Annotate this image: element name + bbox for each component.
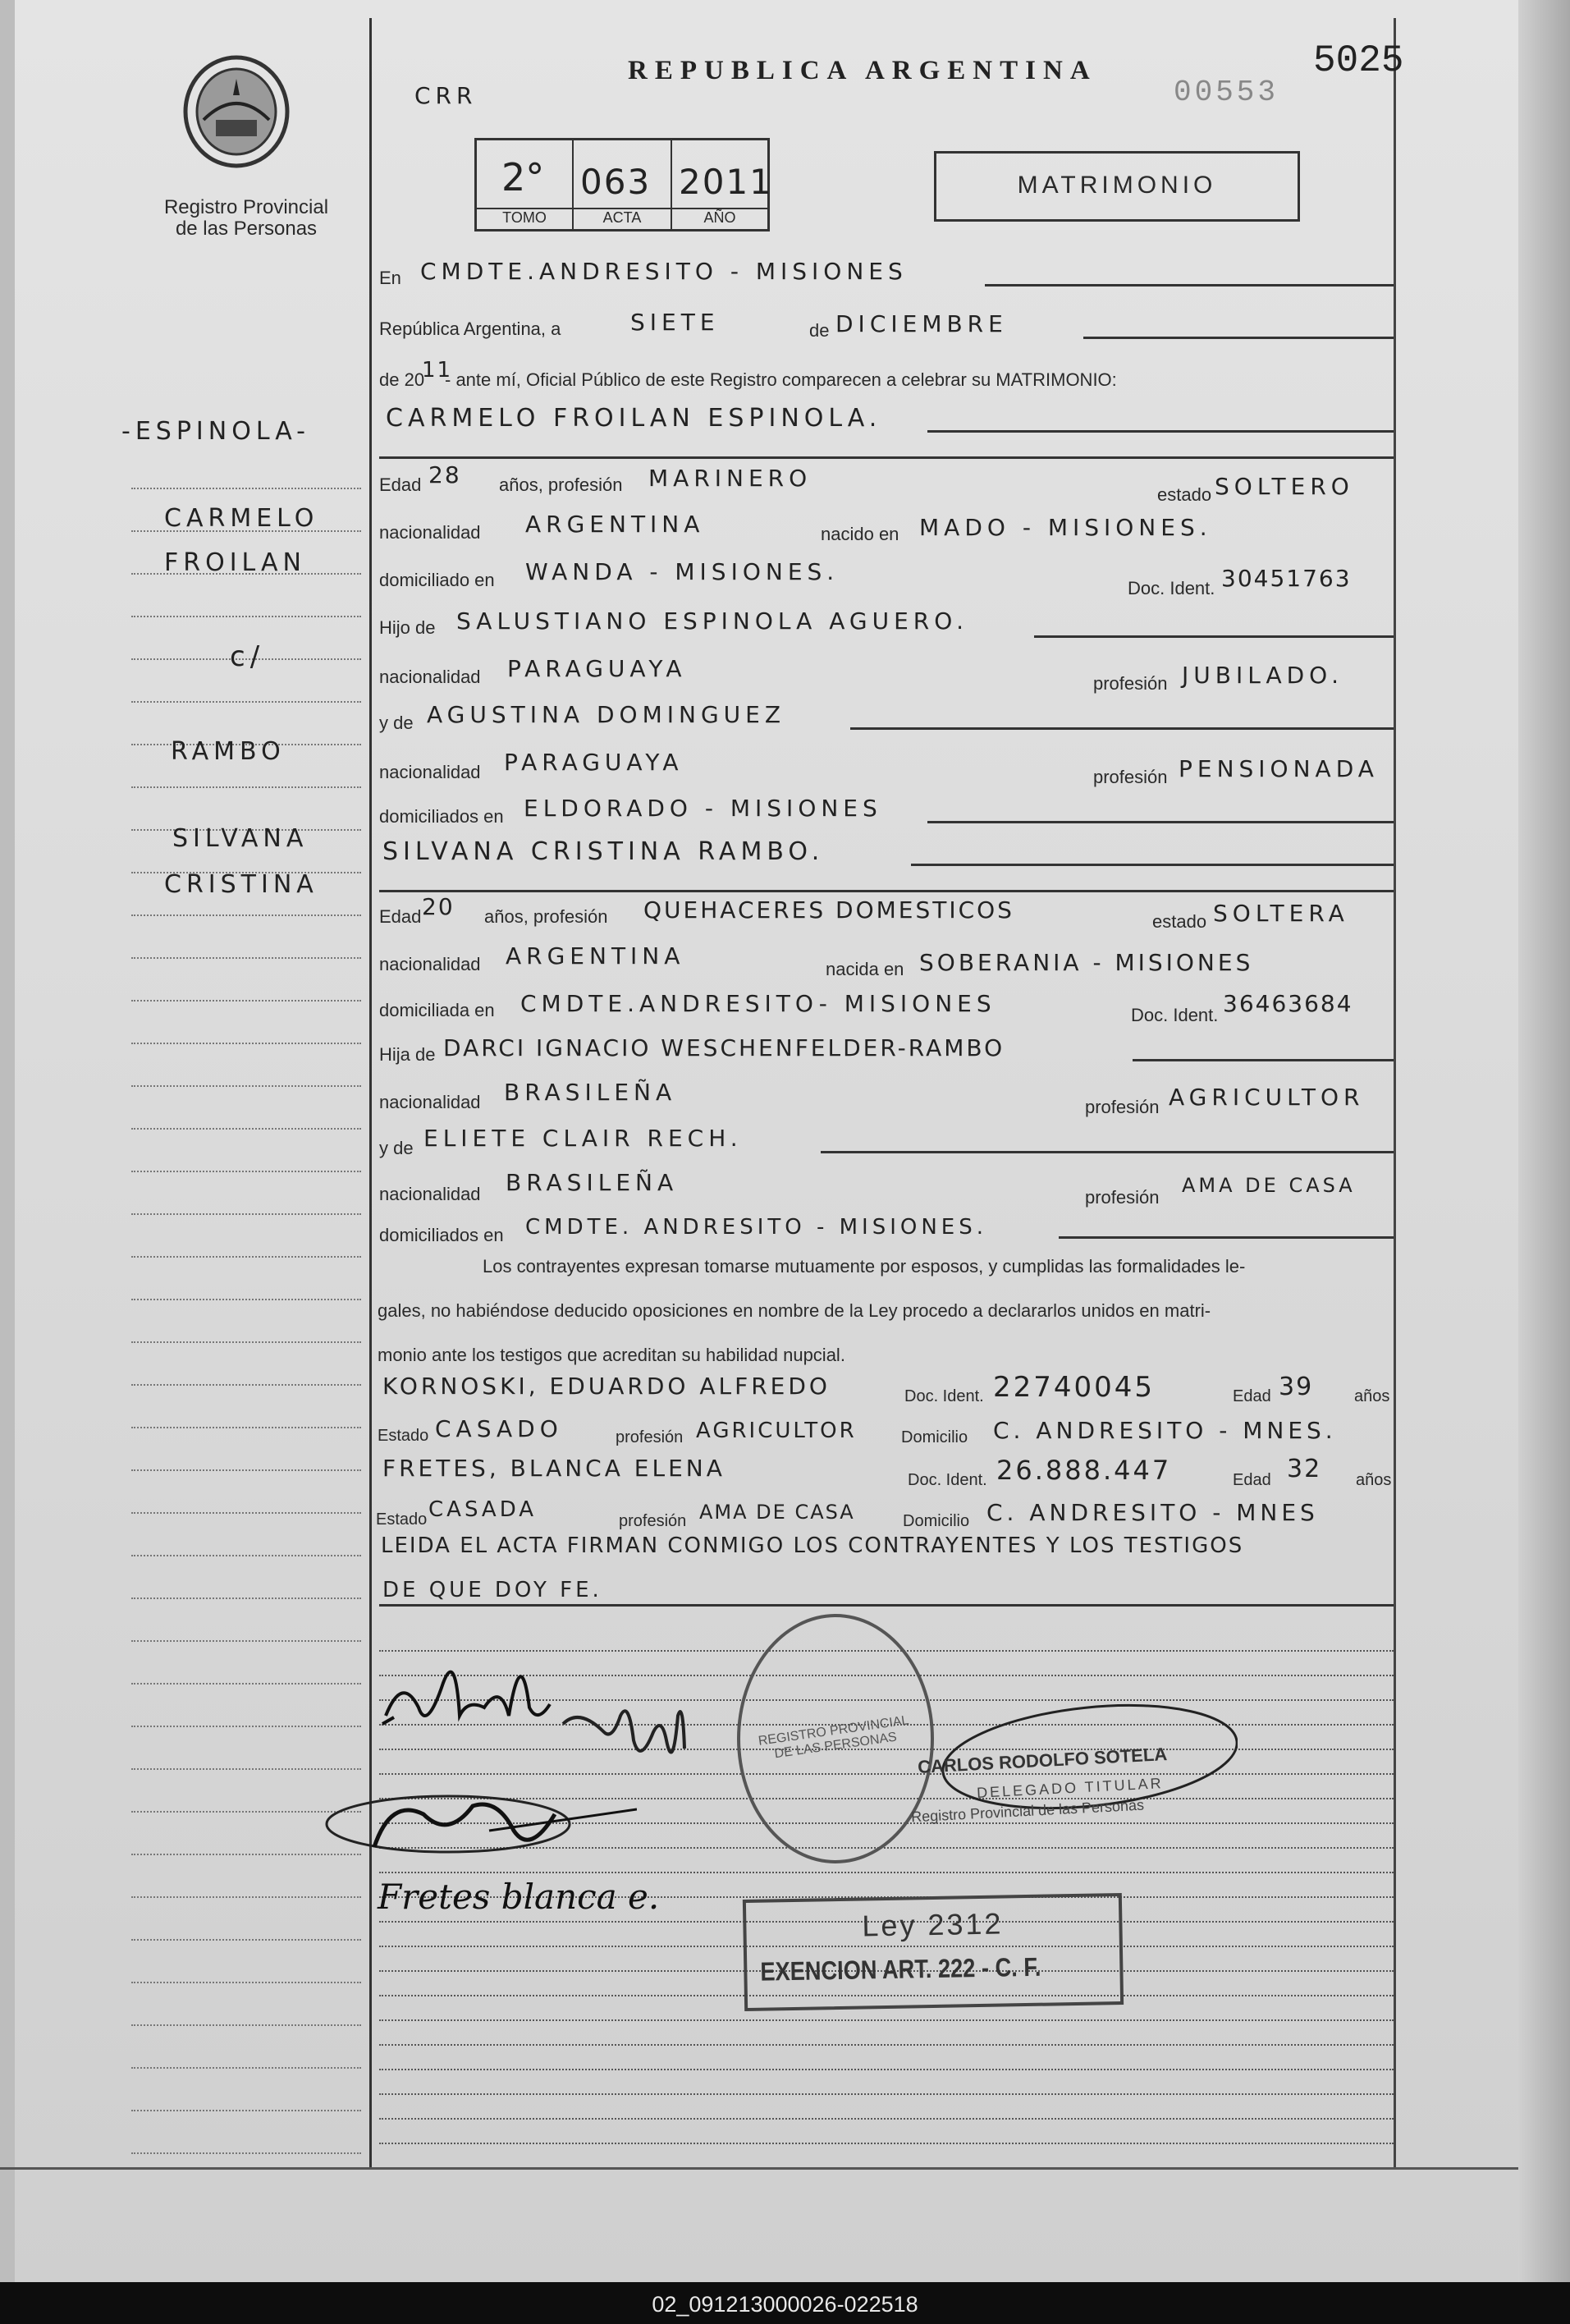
tomo-value: 2° bbox=[501, 155, 545, 199]
witness2-dom: C. ANDRESITO - MNES bbox=[986, 1499, 1319, 1526]
groom-father: SALUSTIANO ESPINOLA AGUERO. bbox=[456, 607, 969, 635]
legal-paragraph-2: gales, no habiéndose deducido oposiciones en nombre de la Ley procedo a declararlos unidos en matri- bbox=[378, 1300, 1211, 1321]
witness2-signature: Fretes blanca e. bbox=[378, 1877, 660, 1917]
margin-rule-line bbox=[131, 1768, 361, 1770]
body-rule-line bbox=[379, 2019, 1394, 2021]
bride-anos-label: años, profesión bbox=[484, 906, 608, 927]
acta-value: 063 bbox=[580, 162, 652, 202]
margin-rule-line bbox=[131, 1896, 361, 1898]
witness1-doc-label: Doc. Ident. bbox=[904, 1387, 984, 1405]
groom-signature bbox=[378, 1625, 574, 1749]
margin-rule-line bbox=[131, 1512, 361, 1514]
margin-rule-line bbox=[131, 616, 361, 617]
groom-father-prof-label: profesión bbox=[1093, 673, 1168, 694]
bride-signature bbox=[555, 1683, 694, 1790]
year-suffix: 11 bbox=[422, 358, 453, 383]
margin-rule-line bbox=[131, 1171, 361, 1172]
groom-mother-prof: PENSIONADA bbox=[1179, 755, 1379, 782]
bride-dom: CMDTE.ANDRESITO- MISIONES bbox=[520, 990, 996, 1017]
republica-label: República Argentina, a bbox=[379, 319, 561, 339]
exemption-stamp bbox=[743, 1893, 1124, 2011]
margin-rule-line bbox=[131, 1982, 361, 1983]
margin-rule-line bbox=[131, 1427, 361, 1428]
en-label: En bbox=[379, 268, 401, 288]
folio-number: 5025 bbox=[1313, 39, 1404, 82]
groom-dom-label: domiciliado en bbox=[379, 570, 495, 590]
bride-hija-label: Hija de bbox=[379, 1044, 436, 1065]
groom-edad-label: Edad bbox=[379, 474, 422, 495]
page-right-edge bbox=[1518, 0, 1570, 2282]
bride-nac-label: nacionalidad bbox=[379, 954, 481, 974]
body-rule-line bbox=[379, 2093, 1394, 2095]
witness1-signature bbox=[325, 1781, 637, 1872]
bride-father-nac: BRASILEÑA bbox=[504, 1079, 677, 1106]
body-rule-line bbox=[379, 2069, 1394, 2070]
groom-mother-nac-label: nacionalidad bbox=[379, 762, 481, 782]
witness1-age: 39 bbox=[1279, 1373, 1314, 1401]
witness2-doc: 26.888.447 bbox=[996, 1455, 1172, 1486]
witness2-estado: CASADA bbox=[428, 1497, 538, 1522]
witness2-dom-label: Domicilio bbox=[903, 1512, 970, 1530]
body-rule-line bbox=[379, 2044, 1394, 2046]
footer-image-id: 02_091213000026-022518 bbox=[652, 2292, 918, 2317]
groom-profession: MARINERO bbox=[648, 465, 812, 492]
mes-value: DICIEMBRE bbox=[835, 310, 1008, 337]
folio-stamp: 00553 bbox=[1174, 76, 1279, 109]
margin-rule-line bbox=[131, 2067, 361, 2069]
bride-father-prof-label: profesión bbox=[1085, 1097, 1160, 1117]
witness2-edad-label: Edad bbox=[1233, 1471, 1271, 1489]
bride-edad-label: Edad bbox=[379, 906, 422, 927]
margin-rule-line bbox=[131, 1341, 361, 1343]
margin-rule-line bbox=[131, 1597, 361, 1599]
act-type-label: MATRIMONIO bbox=[1017, 172, 1217, 199]
margin-rule-line bbox=[131, 1299, 361, 1300]
margin-rule-line bbox=[131, 1213, 361, 1215]
official-title: DELEGADO TITULAR bbox=[976, 1775, 1165, 1801]
bride-doc: 36463684 bbox=[1223, 990, 1353, 1017]
bride-yde-label: y de bbox=[379, 1138, 414, 1158]
margin-rule-line bbox=[131, 488, 361, 489]
margin-given2a: SILVANA bbox=[172, 824, 309, 853]
witness1-estado-label: Estado bbox=[378, 1427, 429, 1445]
ley-line: Ley 2312 bbox=[861, 1906, 1004, 1943]
witness1-prof: AGRICULTOR bbox=[696, 1419, 857, 1443]
closing-line-1: LEIDA EL ACTA FIRMAN CONMIGO LOS CONTRAYENTES Y LOS TESTIGOS bbox=[381, 1533, 1244, 1558]
margin-given2b: CRISTINA bbox=[164, 870, 318, 899]
margin-rule-line bbox=[131, 2152, 361, 2154]
groom-mother-line bbox=[850, 727, 1394, 730]
witness1-anos-label: años bbox=[1354, 1387, 1390, 1405]
ano-value: 2011 bbox=[679, 162, 773, 202]
bride-name-line-2 bbox=[379, 890, 1394, 892]
witness2-name: FRETES, BLANCA ELENA bbox=[382, 1455, 725, 1482]
page-left-edge bbox=[0, 0, 15, 2282]
witness2-prof: AMA DE CASA bbox=[699, 1501, 855, 1524]
de20-label: de 20 bbox=[379, 369, 425, 390]
margin-surname: -ESPINOLA- bbox=[121, 417, 310, 446]
groom-hijo-label: Hijo de bbox=[379, 617, 436, 638]
margin-rule-line bbox=[131, 2024, 361, 2026]
margin-conj: c/ bbox=[230, 640, 265, 673]
groom-mother: AGUSTINA DOMINGUEZ bbox=[427, 701, 786, 728]
margin-rule-line bbox=[131, 1256, 361, 1258]
groom-parents-dom-line bbox=[927, 821, 1394, 823]
bride-birthplace: SOBERANIA - MISIONES bbox=[919, 949, 1254, 976]
margin-rule-line bbox=[131, 1128, 361, 1130]
bride-nacida-label: nacida en bbox=[826, 959, 904, 979]
groom-doc-label: Doc. Ident. bbox=[1128, 578, 1215, 598]
margin-rule-line bbox=[131, 701, 361, 703]
margin-rule-line bbox=[131, 957, 361, 959]
groom-estado-label: estado bbox=[1157, 484, 1212, 505]
margin-rule-line bbox=[131, 1939, 361, 1941]
groom-age: 28 bbox=[428, 461, 461, 488]
groom-father-line bbox=[1034, 635, 1394, 638]
country-title: REPUBLICA ARGENTINA bbox=[628, 56, 1097, 85]
bride-nac: ARGENTINA bbox=[506, 942, 685, 969]
closing-line-rule bbox=[379, 1604, 1394, 1607]
closing-line-2: DE QUE DOY FE. bbox=[382, 1578, 602, 1602]
bride-parents-dom: CMDTE. ANDRESITO - MISIONES. bbox=[525, 1215, 988, 1240]
margin-rule-line bbox=[131, 1726, 361, 1727]
groom-name-line bbox=[927, 430, 1394, 433]
witness1-prof-label: profesión bbox=[616, 1428, 684, 1446]
official-seal bbox=[737, 1614, 934, 1863]
bride-father-nac-label: nacionalidad bbox=[379, 1092, 481, 1112]
bride-estado: SOLTERA bbox=[1213, 900, 1349, 927]
official-name: CARLOS RODOLFO SOTELA bbox=[917, 1744, 1168, 1777]
ano-label: AÑO bbox=[703, 209, 736, 226]
bride-mother-nac-label: nacionalidad bbox=[379, 1184, 481, 1204]
margin-given1b: FROILAN bbox=[164, 548, 306, 577]
margin-rule-line bbox=[131, 1683, 361, 1685]
legal-paragraph-1: Los contrayentes expresan tomarse mutuamente por esposos, y cumplidas las formalidades le- bbox=[483, 1256, 1246, 1277]
body-rule-line bbox=[379, 2118, 1394, 2120]
bride-mother-prof: AMA DE CASA bbox=[1182, 1174, 1356, 1197]
bride-name-line bbox=[911, 864, 1394, 866]
bride-mother-line bbox=[821, 1151, 1394, 1153]
groom-father-nac: PARAGUAYA bbox=[507, 655, 687, 682]
bride-mother: ELIETE CLAIR RECH. bbox=[423, 1125, 743, 1152]
groom-nac: ARGENTINA bbox=[525, 511, 705, 538]
official-registry: Registro Provincial de las Personas bbox=[910, 1796, 1145, 1826]
witness2-doc-label: Doc. Ident. bbox=[908, 1471, 987, 1489]
witness1-doc: 22740045 bbox=[993, 1371, 1156, 1404]
mes-line bbox=[1083, 337, 1394, 339]
bride-profession: QUEHACERES DOMESTICOS bbox=[643, 896, 1014, 924]
margin-rule-line bbox=[131, 1469, 361, 1471]
page-bottom-edge bbox=[0, 2167, 1518, 2170]
groom-name-line-2 bbox=[379, 456, 1394, 459]
margin-rule-line bbox=[131, 1555, 361, 1556]
groom-estado: SOLTERO bbox=[1215, 473, 1354, 500]
body-rule-line bbox=[379, 1872, 1394, 1873]
bride-mother-prof-label: profesión bbox=[1085, 1187, 1160, 1208]
witness1-dom: C. ANDRESITO - MNES. bbox=[993, 1417, 1337, 1444]
acta-label: ACTA bbox=[602, 209, 642, 226]
groom-father-nac-label: nacionalidad bbox=[379, 667, 481, 687]
bride-father-prof: AGRICULTOR bbox=[1169, 1084, 1365, 1111]
groom-yde-label: y de bbox=[379, 713, 414, 733]
provincial-emblem-icon bbox=[179, 54, 294, 169]
de-label: de bbox=[809, 320, 830, 341]
groom-nac-label: nacionalidad bbox=[379, 522, 481, 543]
groom-doc: 30451763 bbox=[1221, 565, 1352, 592]
bride-father-line bbox=[1133, 1059, 1394, 1061]
witness1-name: KORNOSKI, EDUARDO ALFREDO bbox=[382, 1373, 831, 1400]
witness1-estado: CASADO bbox=[435, 1415, 563, 1442]
registry-name: Registro Provincial de las Personas bbox=[163, 196, 329, 240]
groom-parents-dom-label: domiciliados en bbox=[379, 806, 504, 827]
en-value: CMDTE.ANDRESITO - MISIONES bbox=[420, 258, 908, 285]
groom-mother-nac: PARAGUAYA bbox=[504, 749, 684, 776]
margin-rule-line bbox=[131, 1384, 361, 1386]
dia-value: SIETE bbox=[630, 309, 720, 336]
groom-anos-label: años, profesión bbox=[499, 474, 623, 495]
witness1-dom-label: Domicilio bbox=[901, 1428, 968, 1446]
form-right-border bbox=[1394, 18, 1396, 2167]
groom-name: CARMELO FROILAN ESPINOLA. bbox=[386, 404, 882, 433]
margin-rule-line bbox=[131, 1085, 361, 1087]
bride-mother-nac: BRASILEÑA bbox=[506, 1169, 679, 1196]
groom-nacido-label: nacido en bbox=[821, 524, 899, 544]
margin-given1a: CARMELO bbox=[164, 504, 319, 533]
comparecen-text: - ante mí, Oficial Público de este Registro comparecen a celebrar su MATRIMONIO: bbox=[445, 369, 1117, 390]
en-line bbox=[985, 284, 1394, 286]
witness2-age: 32 bbox=[1287, 1455, 1322, 1483]
bride-father: DARCI IGNACIO WESCHENFELDER-RAMBO bbox=[443, 1034, 1005, 1061]
tomo-label: TOMO bbox=[502, 209, 547, 226]
seal-text: REGISTRO PROVINCIAL DE LAS PERSONAS bbox=[757, 1713, 910, 1762]
witness2-anos-label: años bbox=[1356, 1471, 1392, 1489]
margin-rule-line bbox=[131, 1000, 361, 1002]
margin-surname2: RAMBO bbox=[171, 737, 286, 766]
act-number-box bbox=[474, 138, 773, 231]
witness1-edad-label: Edad bbox=[1233, 1387, 1271, 1405]
groom-mother-prof-label: profesión bbox=[1093, 767, 1168, 787]
exencion-line: EXENCION ART. 222 - C. F. bbox=[760, 1951, 1041, 1987]
bride-parents-dom-label: domiciliados en bbox=[379, 1225, 504, 1245]
act-type-box bbox=[934, 151, 1300, 222]
margin-rule-line bbox=[131, 2110, 361, 2111]
bride-doc-label: Doc. Ident. bbox=[1131, 1005, 1219, 1025]
bride-dom-label: domiciliada en bbox=[379, 1000, 495, 1020]
groom-parents-dom: ELDORADO - MISIONES bbox=[524, 795, 882, 822]
witness2-prof-label: profesión bbox=[619, 1512, 687, 1530]
groom-dom: WANDA - MISIONES. bbox=[525, 558, 840, 585]
code-crr: CRR bbox=[414, 82, 478, 109]
bride-parents-dom-line bbox=[1059, 1236, 1394, 1239]
groom-birthplace: MADO - MISIONES. bbox=[919, 514, 1212, 541]
body-rule-line bbox=[379, 2143, 1394, 2144]
margin-rule-line bbox=[131, 1640, 361, 1642]
legal-paragraph-3: monio ante los testigos que acreditan su habilidad nupcial. bbox=[378, 1345, 845, 1365]
bride-age: 20 bbox=[422, 893, 455, 920]
margin-rule-line bbox=[131, 786, 361, 788]
bride-estado-label: estado bbox=[1152, 911, 1207, 932]
witness2-estado-label: Estado bbox=[376, 1510, 428, 1529]
groom-father-prof: JUBILADO. bbox=[1182, 662, 1343, 689]
bride-name: SILVANA CRISTINA RAMBO. bbox=[382, 837, 825, 866]
margin-rule-line bbox=[131, 914, 361, 916]
margin-rule-line bbox=[131, 1043, 361, 1044]
